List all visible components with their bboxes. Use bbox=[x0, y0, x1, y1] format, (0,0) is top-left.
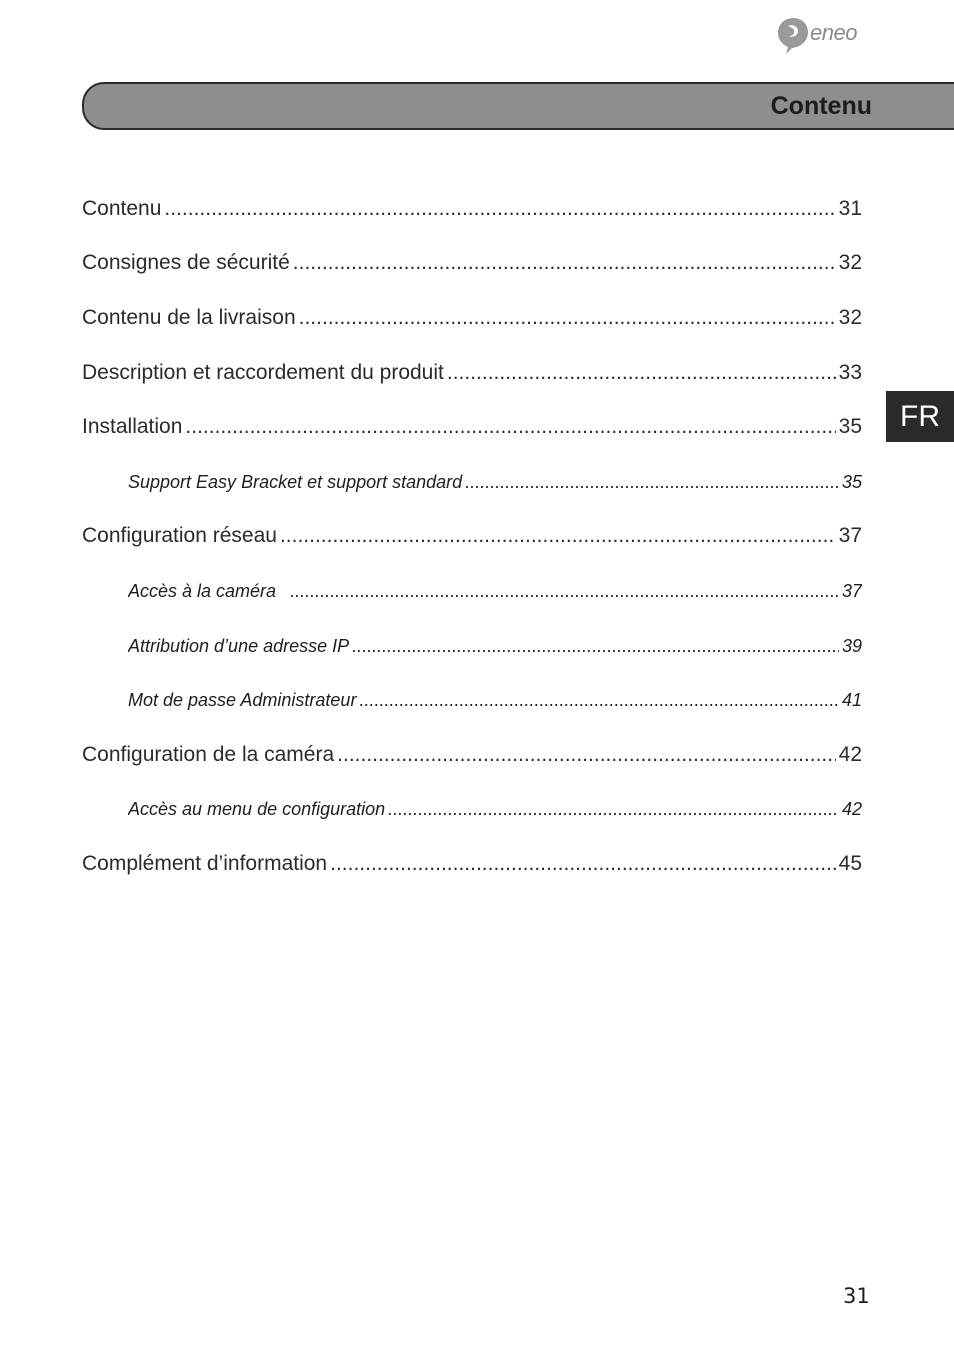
toc-entry-page: 32 bbox=[838, 251, 862, 274]
toc-entry-page: 45 bbox=[838, 852, 862, 875]
toc-subentry[interactable] bbox=[128, 472, 862, 493]
toc-leader-dots bbox=[280, 524, 836, 548]
toc-leader-dots bbox=[290, 581, 839, 602]
toc-leader-dots bbox=[330, 852, 836, 876]
toc-entry-page: 39 bbox=[841, 636, 862, 656]
toc-entry-title: Support Easy Bracket et support standard bbox=[128, 472, 463, 492]
eneo-logo-icon bbox=[776, 16, 810, 56]
toc-leader-dots bbox=[465, 472, 839, 493]
toc-subentry[interactable] bbox=[128, 690, 862, 711]
toc-leader-dots bbox=[447, 361, 836, 385]
toc-entry[interactable] bbox=[82, 197, 862, 221]
toc-entry-title: Installation bbox=[82, 415, 183, 438]
toc-entry-title: Accès à la caméra bbox=[128, 581, 277, 601]
toc-entry-title: Contenu de la livraison bbox=[82, 306, 296, 329]
toc-subentry[interactable] bbox=[128, 799, 862, 820]
toc-entry-title: Mot de passe Administrateur bbox=[128, 690, 357, 710]
toc-entry-title: Configuration réseau bbox=[82, 524, 277, 547]
toc-entry[interactable] bbox=[82, 852, 862, 876]
toc-entry-title: Consignes de sécurité bbox=[82, 251, 290, 274]
page-number: 31 bbox=[843, 1284, 870, 1308]
toc-entry-title: Configuration de la caméra bbox=[82, 743, 335, 766]
toc-entry-page: 32 bbox=[838, 306, 862, 329]
toc-entry-page: 35 bbox=[838, 415, 862, 438]
toc-entry-title: Attribution d’une adresse IP bbox=[128, 636, 350, 656]
toc-entry[interactable] bbox=[82, 415, 862, 439]
toc-leader-dots bbox=[185, 415, 835, 439]
toc-entry-title: Accès au menu de configuration bbox=[128, 799, 386, 819]
toc-entry[interactable] bbox=[82, 306, 862, 330]
toc-entry-page: 37 bbox=[838, 524, 862, 547]
toc-entry-title: Complément d’information bbox=[82, 852, 328, 875]
eneo-logo-text: eneo bbox=[810, 20, 857, 45]
toc-leader-dots bbox=[164, 197, 835, 221]
toc-subentry[interactable] bbox=[128, 581, 862, 602]
toc-leader-dots bbox=[293, 251, 836, 275]
toc-entry-page: 37 bbox=[841, 581, 862, 601]
toc-entry-page: 41 bbox=[841, 690, 862, 710]
toc-subentry[interactable] bbox=[128, 636, 862, 657]
toc-leader-dots bbox=[337, 743, 835, 767]
toc-leader-dots bbox=[352, 636, 839, 657]
toc-leader-dots bbox=[388, 799, 839, 820]
toc-leader-dots bbox=[299, 306, 836, 330]
toc-entry-title: Contenu bbox=[82, 197, 162, 220]
toc-entry[interactable] bbox=[82, 743, 862, 767]
toc-entry-page: 42 bbox=[838, 743, 862, 766]
toc-entry-page: 31 bbox=[838, 197, 862, 220]
page-title: Contenu bbox=[770, 92, 872, 120]
language-tab: FR bbox=[886, 391, 954, 442]
toc-entry-page: 42 bbox=[841, 799, 862, 819]
toc-entry[interactable] bbox=[82, 524, 862, 548]
toc-entry[interactable] bbox=[82, 251, 862, 275]
section-header-bar bbox=[82, 82, 954, 130]
toc-entry-page: 33 bbox=[838, 361, 862, 384]
toc-leader-dots bbox=[359, 690, 839, 711]
toc-entry-page: 35 bbox=[841, 472, 862, 492]
toc-entry[interactable] bbox=[82, 361, 862, 385]
eneo-logo bbox=[776, 16, 876, 58]
toc-entry-title: Description et raccordement du produit bbox=[82, 361, 444, 384]
